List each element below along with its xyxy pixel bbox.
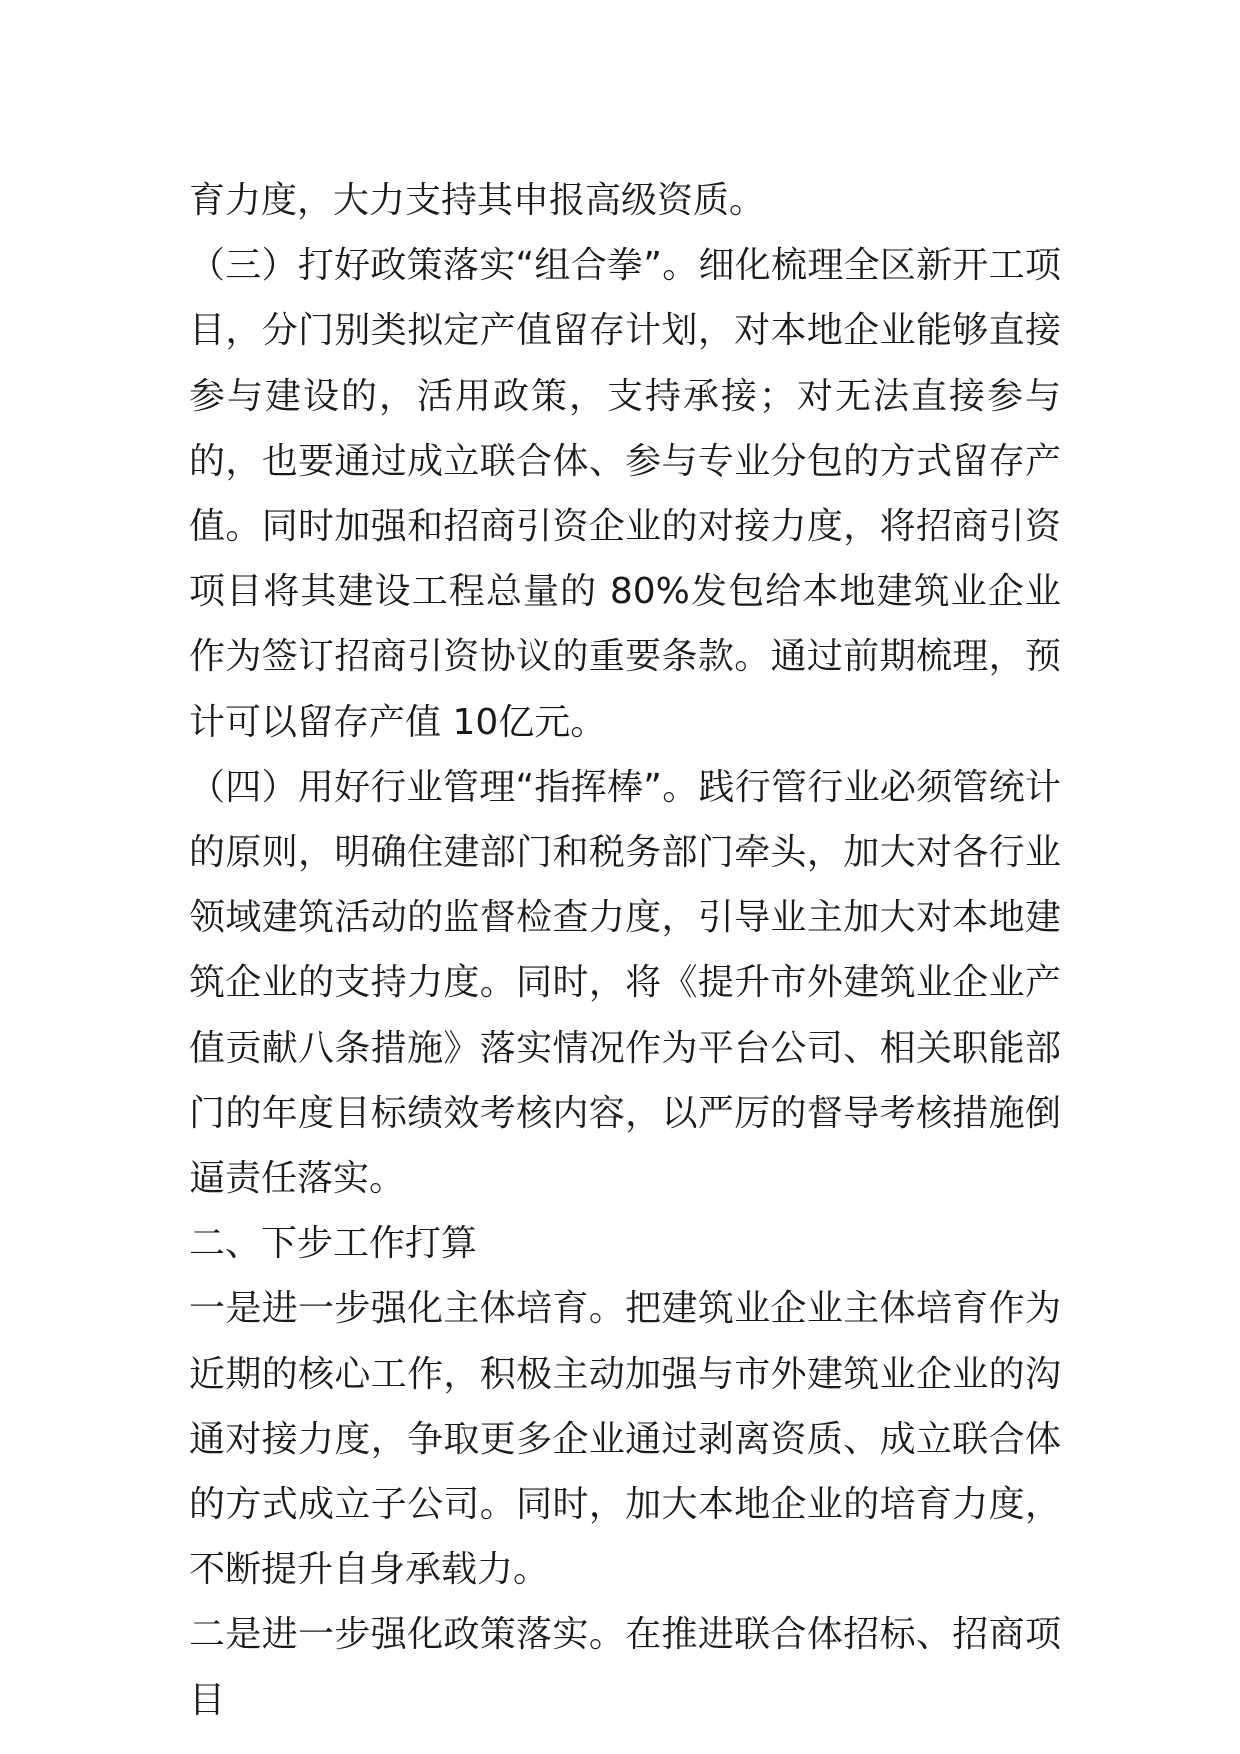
paragraph-section-4: （四）用好行业管理“指挥棒”。践行管行业必须管统计的原则，明确住建部门和税务部门牵头，加大对各行业领域建筑活动的监督检查力度，引导业主加大对本地建筑企业的支持力度。同时，将《提升市外建筑业企业产值贡献八条措施》落实情况作为平台公司、相关职能部门的年度目标绩效考核内容，以严厉的督导考核措施倒逼责任落实。 — [189, 766, 1061, 1200]
section-heading-next-steps: 二、下步工作打算 — [189, 1223, 478, 1265]
paragraph-section-3: （三）打好政策落实“组合拳”。细化梳理全区新开工项目，分门别类拟定产值留存计划，对本地企业能够直接参与建设的，活用政策，支持承接；对无法直接参与的，也要通过成立联合体、参与专业分包的方式留存产值。同时加强和招商引资企业的对接力度，将招商引资项目将其建设工程总量的 80%发包给本地建筑业企业作为签订招商引资协议的重要条款。通过前期梳理，预计可以留存产值 10亿元。 — [189, 245, 1061, 743]
paragraph-item-2: 二是进一步强化政策落实。在推进联合体招标、招商项目 — [189, 1614, 1061, 1721]
document-body — [189, 168, 1061, 1733]
paragraph-continuation: 育力度，大力支持其申报高级资质。 — [189, 180, 766, 221]
paragraph-item-1: 一是进一步强化主体培育。把建筑业企业主体培育作为近期的核心工作，积极主动加强与市外建筑业企业的沟通对接力度，争取更多企业通过剥离资质、成立联合体的方式成立子公司。同时，加大本地企业的培育力度，不断提升自身承载力。 — [189, 1288, 1061, 1591]
